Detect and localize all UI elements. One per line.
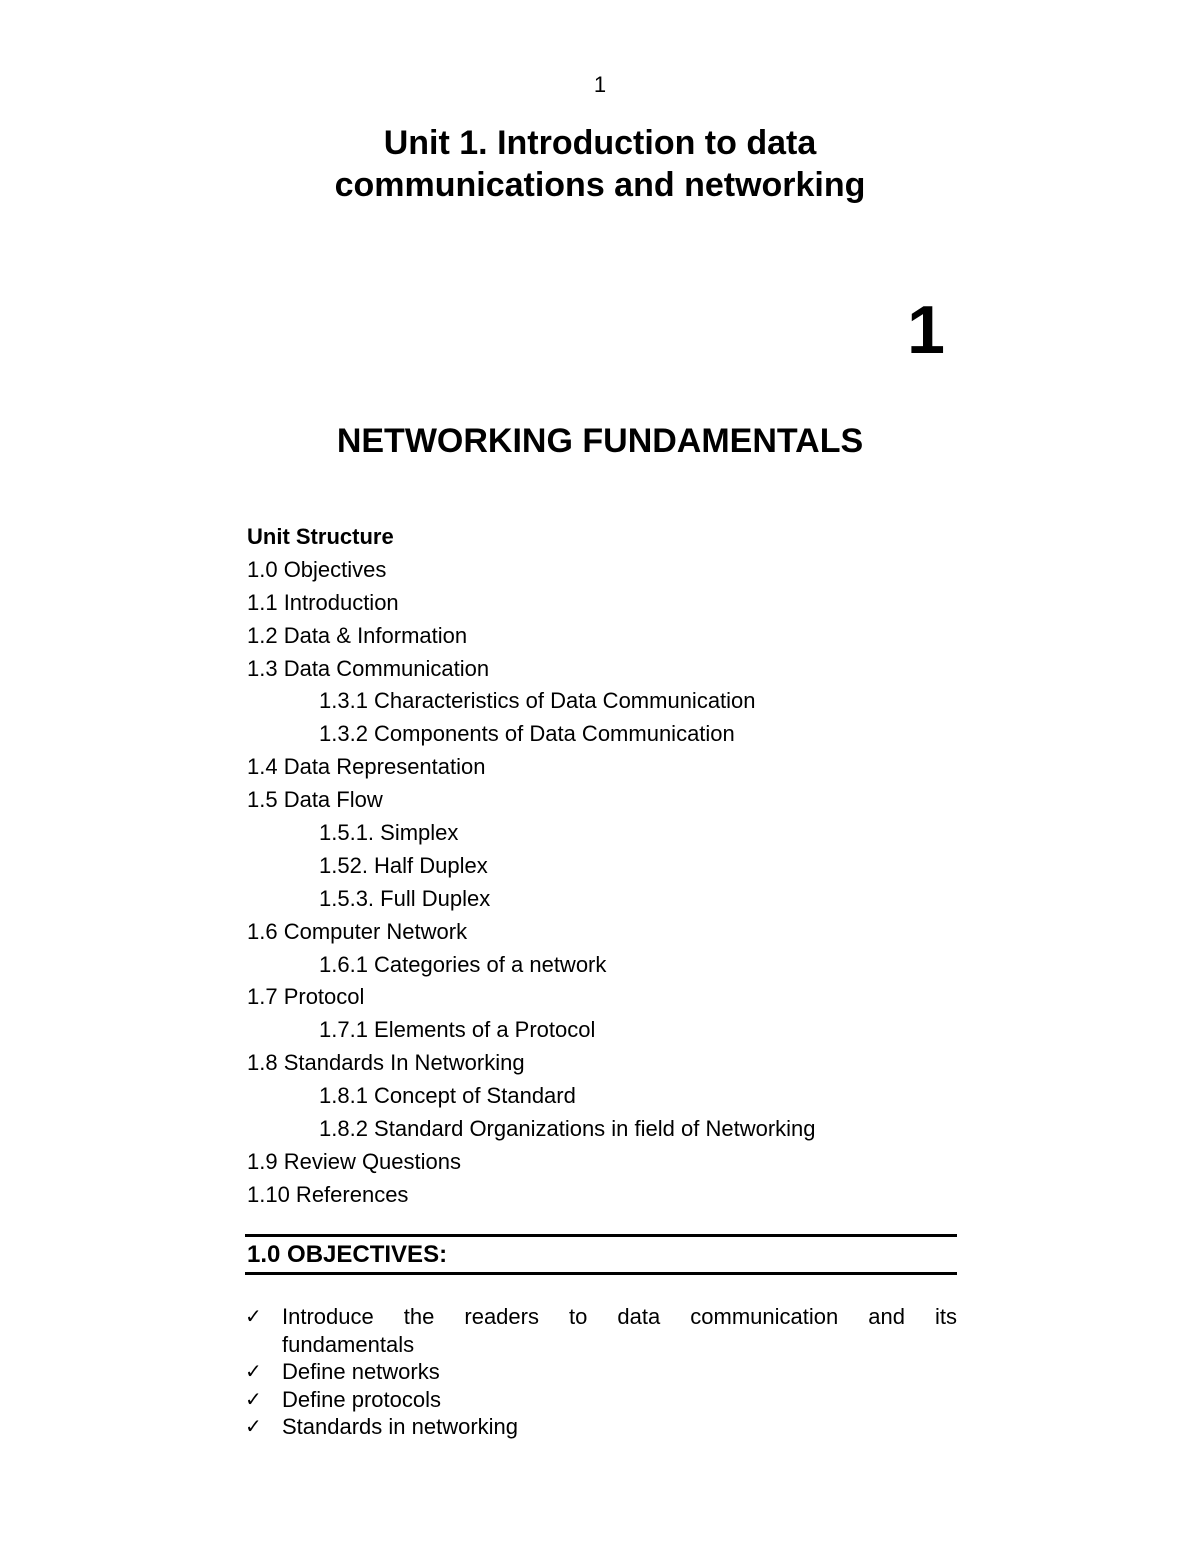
objective-text-line-2: fundamentals [282,1331,415,1357]
toc-item: 1.6 Computer Network [247,918,468,944]
toc-item: 1.9 Review Questions [247,1148,461,1174]
objective-text: Standards in networking [282,1414,519,1439]
toc-item: 1.2 Data & Information [247,622,468,648]
objective-text: Define protocols [282,1386,441,1412]
toc-item: 1.8.1 Concept of Standard [319,1083,576,1109]
toc-item: 1.52. Half Duplex [319,852,488,878]
unit-title-line-2: communications and networking [334,166,866,204]
unit-title [0,122,1200,206]
toc-item: 1.5 Data Flow [247,787,383,813]
check-icon: ✓ [245,1304,262,1328]
objectives-list [245,1303,957,1441]
objective-item [245,1303,957,1358]
chapter-title: NETWORKING FUNDAMENTALS [336,422,864,460]
objective-item [245,1386,957,1414]
unit-structure-list [247,554,967,1212]
toc-item: 1.8.2 Standard Organizations in field of Networking [319,1116,816,1142]
toc-item: 1.0 Objectives [247,556,387,582]
unit-structure [247,521,967,1212]
page-number: 1 [593,72,607,97]
toc-item: 1.3.1 Characteristics of Data Communication [319,688,756,714]
objective-item [245,1413,957,1441]
toc-item: 1.5.3. Full Duplex [319,885,491,911]
unit-structure-heading: Unit Structure [247,524,394,549]
unit-title-line-1: Unit 1. Introduction to data [383,124,817,162]
check-icon: ✓ [245,1359,262,1383]
objective-text: Define networks [282,1359,440,1384]
objectives-heading: 1.0 OBJECTIVES: [247,1241,448,1268]
objective-text-line-1: Introduce the readers to data communication and its [282,1304,957,1329]
toc-item: 1.7.1 Elements of a Protocol [319,1017,596,1043]
toc-item: 1.8 Standards In Networking [247,1050,525,1076]
toc-item: 1.3 Data Communication [247,655,490,681]
check-icon: ✓ [245,1414,262,1438]
objective-item [245,1358,957,1386]
toc-item: 1.3.2 Components of Data Communication [319,721,735,747]
toc-item: 1.10 References [247,1181,409,1207]
check-icon: ✓ [245,1386,262,1411]
toc-item: 1.5.1. Simplex [319,820,459,846]
chapter-number: 1 [907,292,945,368]
toc-item: 1.7 Protocol [247,984,365,1010]
toc-item: 1.1 Introduction [247,589,399,615]
objectives-heading-bar [245,1234,957,1275]
toc-item: 1.4 Data Representation [247,754,486,780]
toc-item: 1.6.1 Categories of a network [319,951,607,977]
